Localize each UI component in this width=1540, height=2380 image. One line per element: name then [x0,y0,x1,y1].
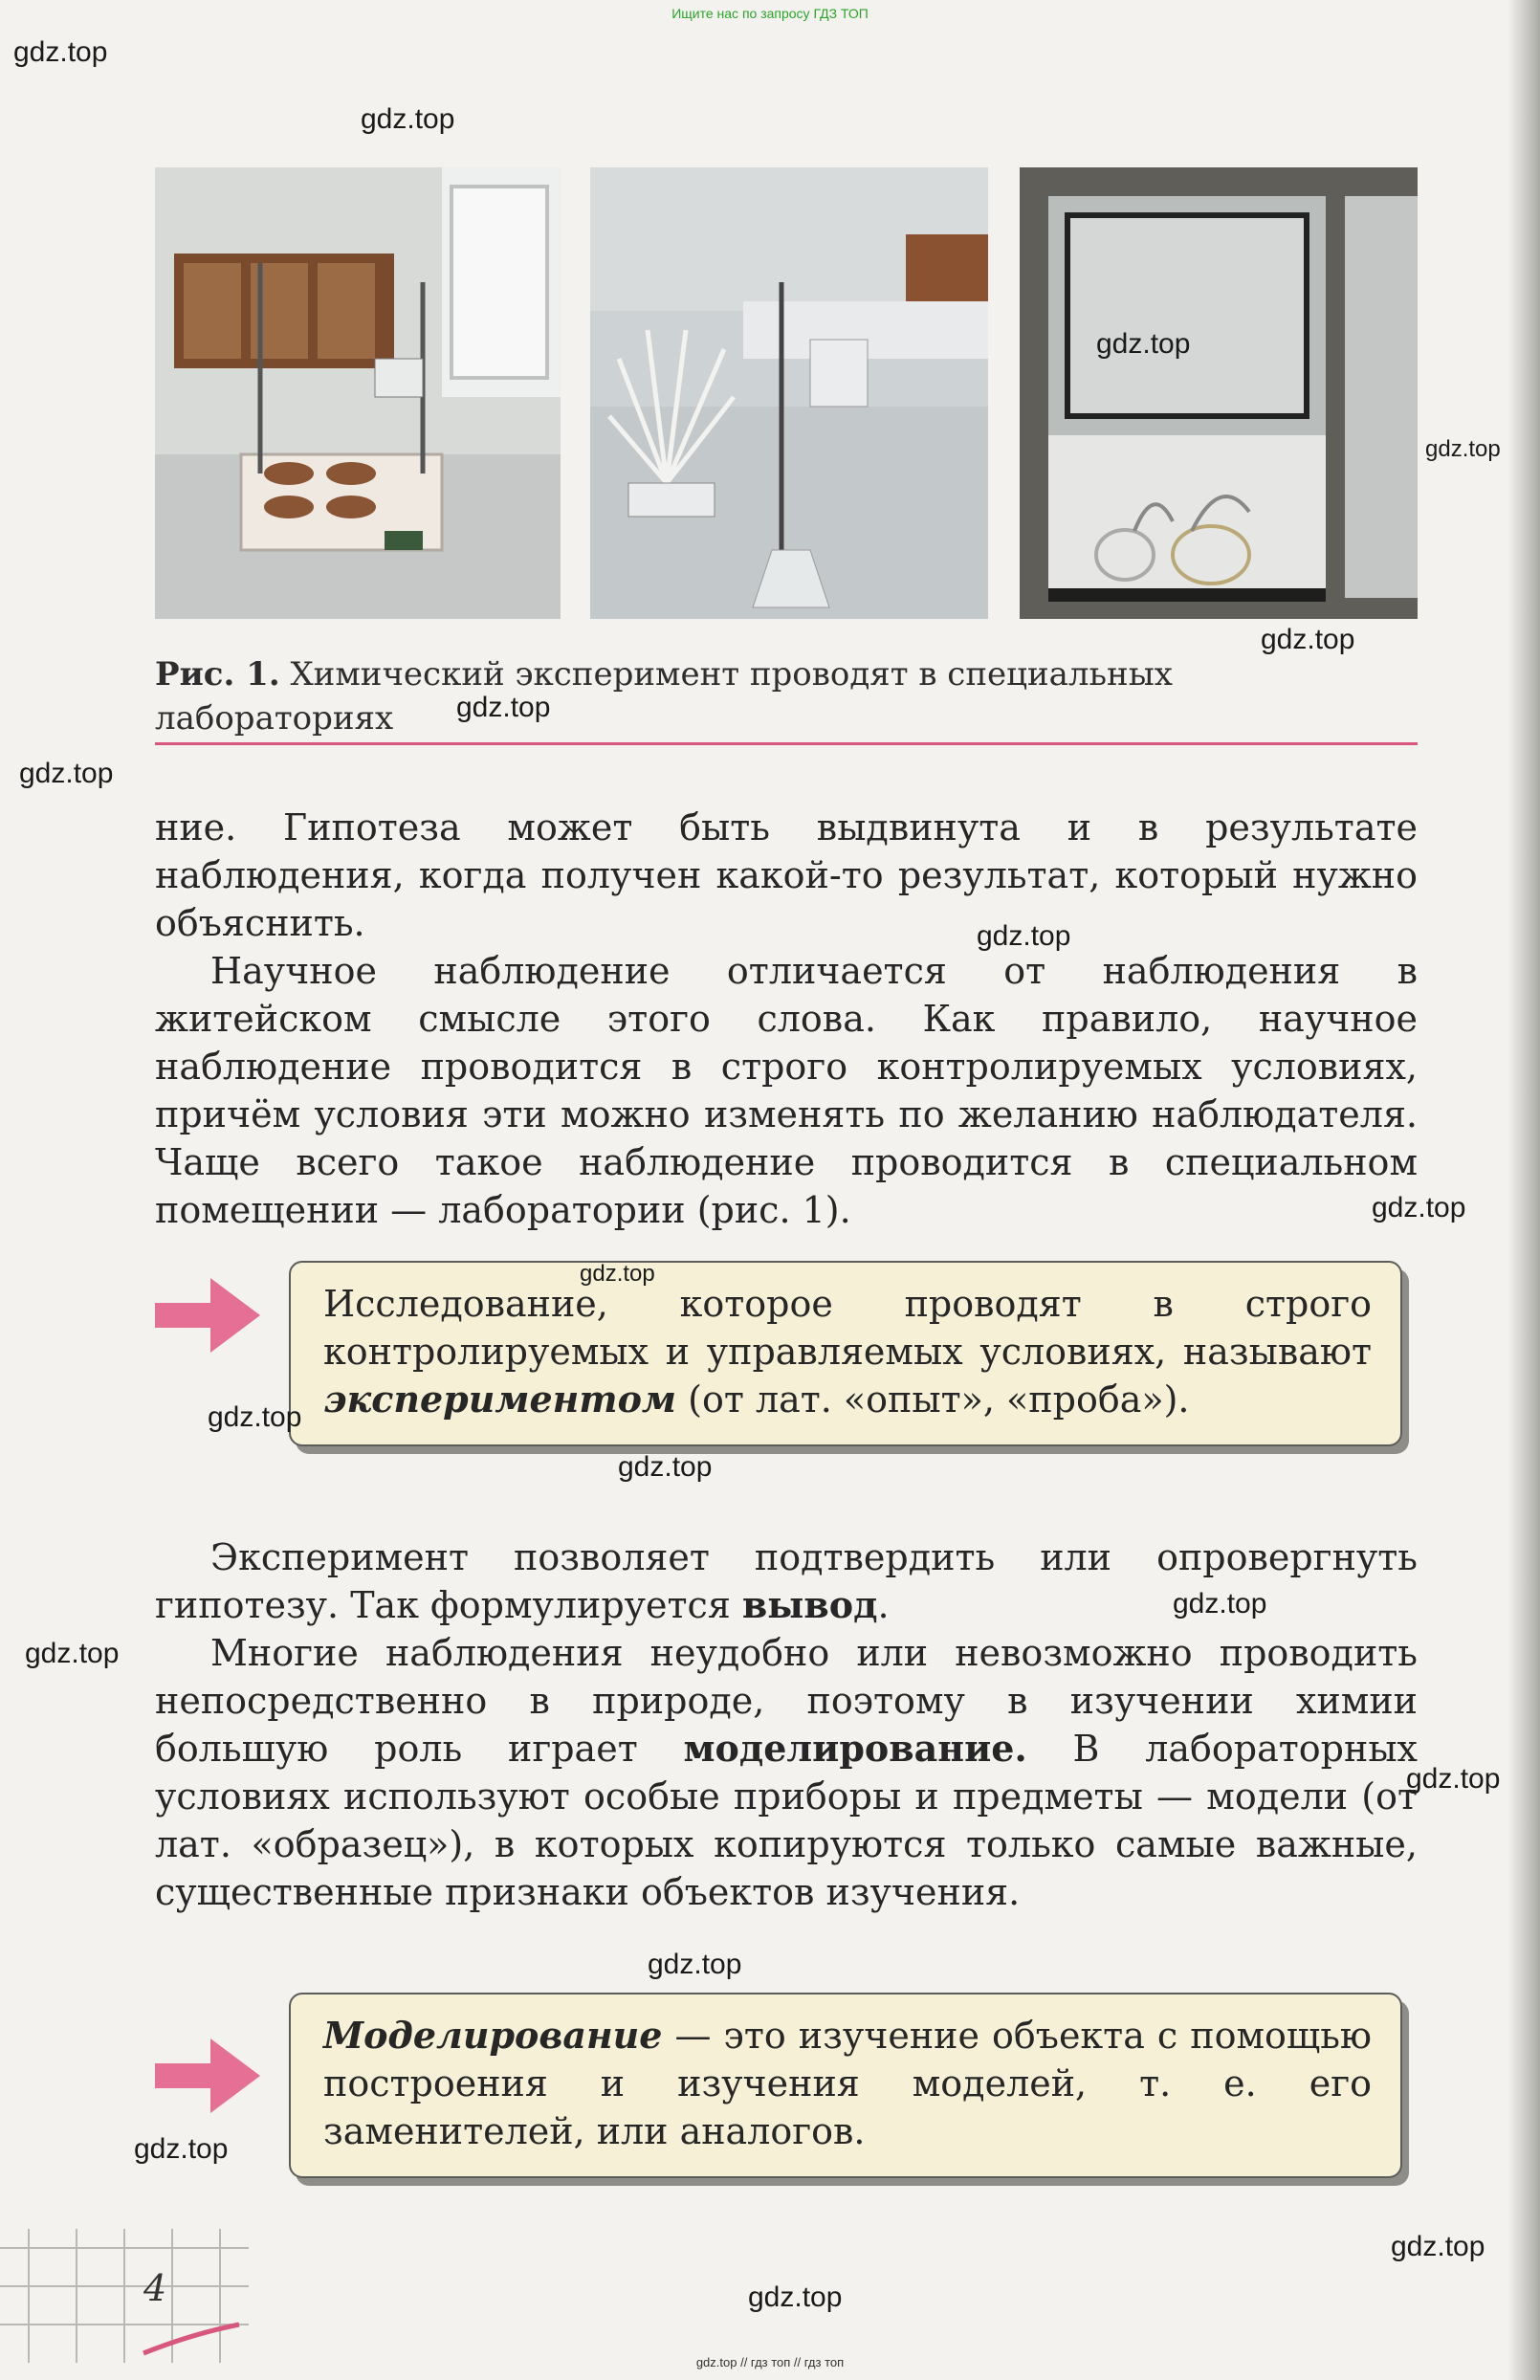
lab-photo-2 [590,167,988,619]
body-text-1 [155,804,1418,1234]
figure-label: Рис. 1. [155,655,280,694]
bottom-banner[interactable]: gdz.top // гдз топ // гдз топ [695,2355,845,2369]
watermark: gdz.top [456,692,551,723]
page-edge-shadow [1507,0,1540,2380]
definition-box-modeling [289,1993,1402,2178]
term-conclusion: вывод [741,1583,878,1626]
top-banner[interactable]: Ищите нас по запросу ГДЗ ТОП [671,6,869,21]
pink-arrow-icon [151,2033,266,2119]
paragraph-observation: Научное наблюдение отличается от наблюдения в житейском смысле этого слова. Как правило, научное наблюдение проводится в строго контролируемых условиях, причём условия эти можно изменять по желанию наблюдателя. Чаще всего такое наблюдение проводится в специальном помещении — лаборатории (рис. 1). [155,950,1418,1231]
watermark: gdz.top [748,2281,843,2313]
watermark: gdz.top [25,1638,120,1669]
paragraph-modeling [155,1629,1418,1916]
watermark: gdz.top [977,920,1071,952]
figure-caption [155,652,1418,740]
watermark: gdz.top [134,2133,229,2165]
page-number: 4 [143,2267,167,2309]
watermark: gdz.top [208,1401,302,1433]
definition-1-text-after: (от лат. «опыт», «проба»). [676,1378,1190,1421]
watermark: gdz.top [1425,436,1501,462]
watermark: gdz.top [1372,1192,1466,1223]
watermark: gdz.top [19,758,114,789]
page-corner-grid [0,2229,249,2363]
watermark: gdz.top [1173,1588,1267,1620]
term-modeling-definition: Моделирование [323,2014,663,2057]
term-modeling: моделирование. [683,1727,1027,1770]
p2-before: Многие наблюдения неудобно или невозможно проводить непосредственно в природе, поэтому в изучении химии большую роль играет [155,1632,1418,1770]
watermark: gdz.top [1261,624,1355,655]
watermark: gdz.top [618,1451,713,1483]
definition-box-experiment [289,1261,1402,1446]
term-experiment: экспериментом [323,1377,677,1421]
paragraph-hypothesis: ние. Гипотеза может быть выдвинута и в результате наблюдения, когда получен какой-то результат, который нужно объяснить. [155,806,1418,944]
figure-caption-text: Химический эксперимент проводят в специальных лабораториях [155,655,1173,738]
watermark: gdz.top [580,1261,655,1287]
watermark: gdz.top [1096,328,1191,360]
watermark: gdz.top [361,103,455,135]
watermark: gdz.top [1391,2231,1485,2262]
caption-divider [155,742,1418,745]
lab-photo-3 [1020,167,1418,619]
p1-after: . [877,1584,890,1626]
watermark: gdz.top [13,36,108,68]
p2-after: В лабораторных условиях используют особые приборы и предметы — модели (от лат. «образец»), в которых копируются только самые важные, существенные признаки объектов изучения. [155,1728,1418,1913]
p1-before: Эксперимент позволяет подтвердить или опровергнуть гипотезу. Так формулируется [155,1536,1418,1626]
watermark: gdz.top [1406,1763,1501,1795]
definition-2-text: — это изучение объекта с помощью построения и изучения моделей, т. е. его заменителей, или аналогов. [323,2015,1372,2152]
pink-arrow-icon [151,1272,266,1358]
lab-photo-1 [155,167,561,619]
definition-1-text-before: Исследование, которое проводят в строго контролируемых и управляемых условиях, называют [323,1283,1372,1373]
watermark: gdz.top [648,1949,742,1980]
